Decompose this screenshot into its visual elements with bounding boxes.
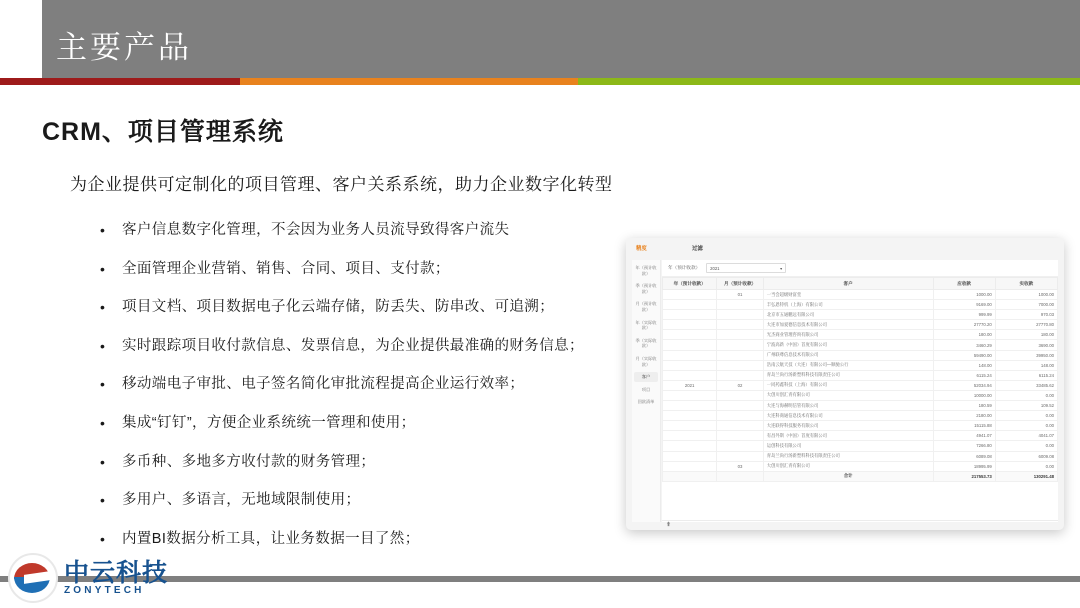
cell-month xyxy=(717,421,763,431)
feature-bullet-item xyxy=(100,374,660,413)
app-sidebar-item[interactable]: 年（预计收款） xyxy=(635,265,657,276)
app-sidebar-item[interactable]: 月（预计收款） xyxy=(635,301,657,312)
feature-bullet-item xyxy=(100,413,660,452)
cell-month xyxy=(717,401,763,411)
table-row[interactable] xyxy=(663,431,1058,441)
logo-chinese-name: 中云科技 xyxy=(64,558,169,587)
feature-bullet-item xyxy=(100,297,660,336)
logo-mark-icon xyxy=(8,553,58,603)
cell-month xyxy=(717,411,763,421)
cell-customer: 北京市五通鹏远有限公司 xyxy=(763,310,933,320)
cell-year xyxy=(663,330,717,340)
cell-year xyxy=(663,390,717,400)
app-sidebar-item[interactable]: 回款清单 xyxy=(637,399,655,405)
cell-month xyxy=(717,390,763,400)
cell-due-amount: 6115.24 xyxy=(933,370,995,380)
cell-due-amount: 999.99 xyxy=(933,310,995,320)
cell-year xyxy=(663,290,717,300)
accent-segment-green xyxy=(578,78,1080,85)
cell-year xyxy=(663,421,717,431)
cell-due-amount: 59490.00 xyxy=(933,350,995,360)
table-row[interactable] xyxy=(663,320,1058,330)
bullet-dot-icon: • xyxy=(100,414,106,431)
cell-customer: 青岛兰尚行汤新塑料科技有限责任公司 xyxy=(763,370,933,380)
company-logo xyxy=(8,554,188,602)
accent-segment-orange xyxy=(240,78,578,85)
table-row[interactable] xyxy=(663,461,1058,471)
cell-month: 01 xyxy=(717,290,763,300)
bullet-dot-icon: • xyxy=(100,492,106,509)
total-paid-amount: 130291.48 xyxy=(995,471,1057,481)
cell-month xyxy=(717,330,763,340)
cell-paid-amount: 6115.24 xyxy=(995,370,1057,380)
cell-paid-amount: 39950.00 xyxy=(995,350,1057,360)
feature-bullet-text: 移动端电子审批、电子签名简化审批流程提高企业运行效率； xyxy=(122,376,525,393)
app-filter-row[interactable] xyxy=(662,260,1058,277)
feature-bullet-item xyxy=(100,336,660,375)
table-row[interactable] xyxy=(663,421,1058,431)
cell-paid-amount: 970.03 xyxy=(995,310,1057,320)
cell-customer: 运创科技有限公司 xyxy=(763,441,933,451)
table-row[interactable] xyxy=(663,350,1058,360)
cell-month xyxy=(717,300,763,310)
cell-year xyxy=(663,360,717,370)
cell-paid-amount: 0.00 xyxy=(995,461,1057,471)
cell-due-amount: 1000.00 xyxy=(933,290,995,300)
feature-bullet-list xyxy=(100,220,660,567)
feature-bullet-item xyxy=(100,452,660,491)
cell-month xyxy=(717,350,763,360)
table-column-header[interactable]: 年（预计收款） xyxy=(663,278,717,290)
cell-customer: 一同药鑫科技（上海）有限公司 xyxy=(763,380,933,390)
product-screenshot xyxy=(626,238,1064,530)
table-row[interactable] xyxy=(663,340,1058,350)
filter-year-select[interactable] xyxy=(706,263,786,273)
cell-paid-amount: 0.00 xyxy=(995,411,1057,421)
receivables-table xyxy=(662,277,1058,482)
cell-customer: 广州联尊信息技术有限公司 xyxy=(763,350,933,360)
chevron-down-icon: ▾ xyxy=(780,265,783,271)
cell-due-amount: 52034.94 xyxy=(933,380,995,390)
bullet-dot-icon: • xyxy=(100,260,106,277)
cell-year xyxy=(663,451,717,461)
cell-due-amount: 3460.29 xyxy=(933,340,995,350)
cell-due-amount: 27770.20 xyxy=(933,320,995,330)
cell-month xyxy=(717,431,763,441)
cell-year: 2021 xyxy=(663,380,717,390)
feature-bullet-text: 内置BI数据分析工具，让业务数据一目了然； xyxy=(122,530,420,547)
cell-customer: 一当会超级财富堂 xyxy=(763,290,933,300)
table-row[interactable] xyxy=(663,370,1058,380)
cell-year xyxy=(663,401,717,411)
app-sidebar[interactable] xyxy=(632,260,661,522)
section-subtitle: 为企业提供可定制化的项目管理、客户关系系统，助力企业数字化转型 xyxy=(70,175,613,194)
cell-due-amount: 10000.00 xyxy=(933,390,995,400)
cell-paid-amount: 27770.80 xyxy=(995,320,1057,330)
total-spacer-2 xyxy=(717,471,763,481)
feature-bullet-item xyxy=(100,490,660,529)
table-column-header[interactable]: 应收款 xyxy=(933,278,995,290)
table-row[interactable] xyxy=(663,330,1058,340)
cell-year xyxy=(663,310,717,320)
cell-month xyxy=(717,370,763,380)
app-footer-bar xyxy=(662,520,1058,530)
feature-bullet-text: 集成“钉钉”，方便企业系统统一管理和使用； xyxy=(122,414,416,431)
feature-bullet-item xyxy=(100,220,660,259)
app-brand-label: 精度 xyxy=(636,246,647,252)
cell-paid-amount: 109.52 xyxy=(995,401,1057,411)
total-label: 合计 xyxy=(763,471,933,481)
cell-due-amount: 180.59 xyxy=(933,401,995,411)
section-title: CRM、项目管理系统 xyxy=(42,118,284,146)
cell-customer: 大创川创汇青有限公司 xyxy=(763,461,933,471)
cell-customer: 浩南云航天技（大连）有限公司—顺驰公行 xyxy=(763,360,933,370)
table-row[interactable] xyxy=(663,300,1058,310)
app-sidebar-item[interactable]: 年（实际收款） xyxy=(635,319,657,331)
table-column-header[interactable]: 月（预计收款） xyxy=(717,278,763,290)
cell-customer: 丰弘恩特机（上海）有限公司 xyxy=(763,300,933,310)
table-row[interactable] xyxy=(663,290,1058,300)
app-filter-title: 过滤 xyxy=(692,246,703,252)
cell-month xyxy=(717,320,763,330)
cell-year xyxy=(663,340,717,350)
cell-customer: 大创川创汇青有限公司 xyxy=(763,390,933,400)
app-topbar xyxy=(626,238,1064,258)
cell-customer: 大连市加爱德信息技术有限公司 xyxy=(763,320,933,330)
cell-month xyxy=(717,360,763,370)
cell-customer: 大连联得科技服务有限公司 xyxy=(763,421,933,431)
logo-english-name: ZONYTECH xyxy=(64,584,145,596)
cell-month: 02 xyxy=(717,380,763,390)
accent-segment-red xyxy=(0,78,240,85)
bullet-dot-icon: • xyxy=(100,530,106,547)
bullet-dot-icon: • xyxy=(100,299,106,316)
table-header-row xyxy=(663,278,1058,290)
cell-month xyxy=(717,340,763,350)
cell-year xyxy=(663,431,717,441)
cell-paid-amount: 33485.62 xyxy=(995,380,1057,390)
table-row[interactable] xyxy=(663,401,1058,411)
cell-paid-amount: 0.00 xyxy=(995,441,1057,451)
cell-due-amount: 7266.80 xyxy=(933,441,995,451)
bullet-dot-icon: • xyxy=(100,222,106,238)
cell-customer: 光杰商业管理咨询有限公司 xyxy=(763,330,933,340)
cell-month xyxy=(717,451,763,461)
cell-paid-amount: 180.00 xyxy=(995,330,1057,340)
cell-paid-amount: 148.00 xyxy=(995,360,1057,370)
table-row[interactable] xyxy=(663,441,1058,451)
cell-year xyxy=(663,441,717,451)
table-row[interactable] xyxy=(663,411,1058,421)
cell-due-amount: 18995.99 xyxy=(933,461,995,471)
table-row[interactable] xyxy=(663,310,1058,320)
feature-bullet-text: 多用户、多语言，无地域限制使用； xyxy=(122,492,361,509)
cell-paid-amount: 3690.00 xyxy=(995,340,1057,350)
app-sidebar-item[interactable]: 客户 xyxy=(634,372,658,382)
bullet-dot-icon: • xyxy=(100,337,106,354)
cell-due-amount: 2180.00 xyxy=(933,411,995,421)
cell-year xyxy=(663,370,717,380)
app-main-panel xyxy=(662,260,1058,522)
total-due-amount: 217553.73 xyxy=(933,471,995,481)
cell-due-amount: 4941.07 xyxy=(933,431,995,441)
cell-due-amount: 180.00 xyxy=(933,330,995,340)
cell-customer: 青岛兰尚行汤新塑料科技有限责任公司 xyxy=(763,451,933,461)
cell-paid-amount: 0.00 xyxy=(995,390,1057,400)
cell-due-amount: 6089.08 xyxy=(933,451,995,461)
cell-customer: 大连科商通信息技术有限公司 xyxy=(763,411,933,421)
page-title: 主要产品 xyxy=(56,30,192,65)
bullet-dot-icon: • xyxy=(100,376,106,393)
cell-paid-amount: 1000.00 xyxy=(995,290,1057,300)
feature-bullet-text: 客户信息数字化管理，不会因为业务人员流导致得客户流失 xyxy=(122,222,510,238)
cell-month xyxy=(717,441,763,451)
cell-customer: 宁波高新（中国）首度有限公司 xyxy=(763,340,933,350)
table-column-header[interactable]: 实收款 xyxy=(995,278,1057,290)
cell-paid-amount: 0.00 xyxy=(995,421,1057,431)
feature-bullet-text: 项目文档、项目数据电子化云端存储，防丢失、防串改、可追溯； xyxy=(122,299,555,316)
cell-customer: 大连与海赫明信管有限公司 xyxy=(763,401,933,411)
table-total-row xyxy=(663,471,1058,481)
cell-month xyxy=(717,310,763,320)
app-sidebar-item[interactable]: 项目 xyxy=(641,386,651,392)
accent-bar xyxy=(0,78,1080,85)
cell-due-amount: 148.00 xyxy=(933,360,995,370)
feature-bullet-text: 实时跟踪项目收付款信息、发票信息，为企业提供最准确的财务信息； xyxy=(122,337,584,354)
header-left-accent-block xyxy=(0,0,42,78)
app-sidebar-item[interactable]: 季（实际收款） xyxy=(635,337,657,349)
table-column-header[interactable]: 客户 xyxy=(763,278,933,290)
app-sidebar-item[interactable]: 季（预计收款） xyxy=(635,283,657,294)
table-row[interactable] xyxy=(663,390,1058,400)
total-spacer-1 xyxy=(663,471,717,481)
cell-paid-amount: 7000.00 xyxy=(995,300,1057,310)
cell-year xyxy=(663,320,717,330)
cell-due-amount: 9169.00 xyxy=(933,300,995,310)
cell-paid-amount: 4041.07 xyxy=(995,431,1057,441)
table-row[interactable] xyxy=(663,451,1058,461)
cell-year xyxy=(663,350,717,360)
bullet-dot-icon: • xyxy=(100,453,106,470)
app-sidebar-item[interactable]: 月（实际收款） xyxy=(635,355,657,367)
export-icon[interactable]: ⬆ xyxy=(666,522,672,528)
cell-due-amount: 15115.88 xyxy=(933,421,995,431)
cell-customer: 有昌外斯（中国）首度有限公司 xyxy=(763,431,933,441)
feature-bullet-item xyxy=(100,259,660,298)
cell-paid-amount: 6009.08 xyxy=(995,451,1057,461)
feature-bullet-text: 全面管理企业营销、销售、合同、项目、支付款； xyxy=(122,260,450,277)
feature-bullet-text: 多币种、多地多方收付款的财务管理； xyxy=(122,453,376,470)
filter-year-value: 2021 xyxy=(710,265,720,271)
table-row[interactable] xyxy=(663,380,1058,390)
cell-year xyxy=(663,461,717,471)
filter-field-label: 年（预计收款） xyxy=(668,265,701,270)
cell-month: 03 xyxy=(717,461,763,471)
table-row[interactable] xyxy=(663,360,1058,370)
cell-year xyxy=(663,300,717,310)
cell-year xyxy=(663,411,717,421)
